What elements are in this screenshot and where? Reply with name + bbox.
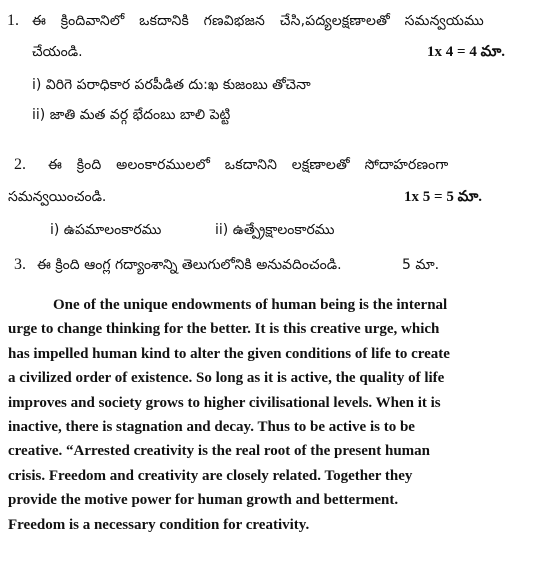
passage-line: provide the motive power for human growth and betterment. [8, 492, 399, 509]
passage-line: Freedom is a necessary condition for creativity. [8, 516, 310, 533]
english-passage [8, 293, 494, 537]
passage-line: creative. “Arrested creativity is the real root of the present human [8, 443, 430, 460]
marks-label: 1x 4 = 4 మా. [427, 44, 505, 60]
option-ii: ii) ఉత్ప్రేక్షాలంకారము [215, 222, 335, 238]
passage-line: a civilized order of existence. So long as it is active, the quality of life [8, 370, 445, 387]
passage-line: inactive, there is stagnation and decay. Thus to be active is to be [8, 419, 415, 436]
marks-label: 5 మా. [402, 257, 440, 273]
passage-line: has impelled human kind to alter the given conditions of life to create [8, 345, 450, 362]
marks-label: 1x 5 = 5 మా. [404, 189, 482, 205]
question-number: 1. [7, 12, 19, 29]
passage-line: One of the unique endowments of human being is the internal [53, 297, 448, 313]
question-number: 3. [14, 256, 26, 273]
passage-line: crisis. Freedom and creativity are closely related. Together they [8, 467, 413, 484]
question-text-line-2: సమన్వయించండి. [8, 189, 107, 205]
question-number: 2. [14, 156, 26, 173]
question-text-line-1: ఈ క్రిందివానిలో ఒకదానికి గణవిభజన చేసి,పద్యలక్షణాలతో సమన్వయము [32, 13, 484, 29]
passage-line: improves and society grows to higher civilisational levels. When it is [8, 394, 441, 411]
passage-line: urge to change thinking for the better. It is this creative urge, which [8, 321, 440, 338]
question-text-line-1: ఈ క్రింది అలంకారములలో ఒకదానిని లక్షణాలతో సోదాహరణంగా [48, 157, 449, 173]
question-text: ఈ క్రింది ఆంగ్ల గద్యాంశాన్ని తెలుగులోనికి అనువదించండి. [37, 257, 342, 273]
option-ii: ii) జాతి మత వర్గ భేదంబు బాలి పెట్టి [32, 107, 231, 123]
option-i: i) ఉపమాలంకారము [50, 222, 162, 238]
option-i: i) విరిగె పరాధికార పరపీడిత దు:ఖ కుజంబు తోచెనా [32, 77, 311, 93]
question-text-line-2: చేయండి. [32, 44, 83, 60]
